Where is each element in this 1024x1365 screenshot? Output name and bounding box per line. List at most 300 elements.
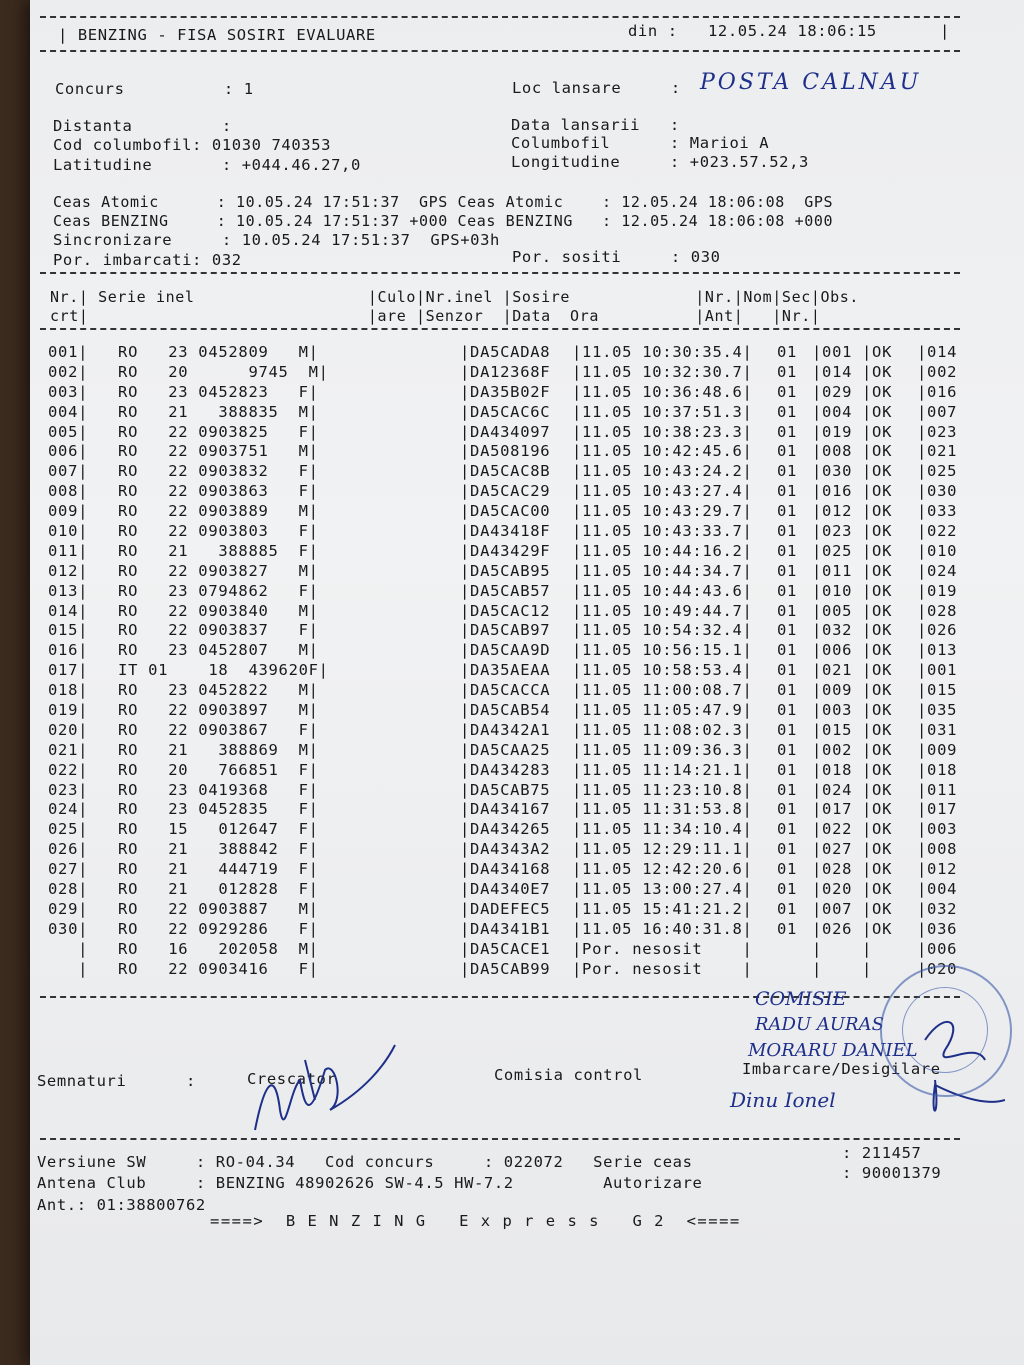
cell-nom: |002	[812, 740, 853, 759]
cell-ant	[777, 940, 812, 960]
cell-dt: |11.05 10:37:51.3|	[572, 402, 753, 421]
cell-dt: |11.05 10:30:35.4|	[572, 343, 753, 361]
cell-obs: |014	[917, 343, 958, 361]
cell-obs: |030	[917, 482, 958, 501]
cell-senzor: |DA5CAA25	[460, 740, 551, 759]
cell-serie: RO 22 0903863 F|	[108, 482, 319, 501]
cell-obs: |003	[917, 820, 958, 839]
cell-senzor: |DA434168	[460, 860, 551, 879]
cell-serie: RO 22 0903832 F|	[108, 462, 319, 481]
cell-sec: |OK	[862, 681, 893, 700]
cell-nom: |006	[812, 641, 853, 660]
cell-ant: 01	[777, 760, 798, 779]
table-row	[48, 602, 957, 622]
cell-dt: |11.05 10:43:33.7|	[572, 522, 753, 541]
cell-dt: |11.05 11:34:10.4|	[572, 820, 753, 839]
cell-ant: 01	[777, 899, 798, 918]
cell-serie: RO 21 388869 M|	[108, 740, 319, 759]
cell-nr: 020|	[48, 720, 89, 739]
cell-serie: RO 22 0903803 F|	[108, 522, 319, 541]
cell-senzor: |DA4341B1	[460, 919, 551, 938]
cell-serie: RO 22 0903897 M|	[108, 701, 319, 720]
cell-nr: 023|	[48, 780, 89, 799]
cell-nom: |005	[812, 601, 853, 620]
cell-dt: |11.05 10:32:30.7|	[572, 362, 753, 381]
cell-ant: 01	[777, 601, 798, 620]
cell-dt: |11.05 11:08:02.3|	[572, 720, 753, 739]
cell-nr: 007|	[48, 462, 89, 481]
cell-dt: |11.05 10:54:32.4|	[572, 621, 753, 640]
cell-sec: |OK	[862, 860, 893, 879]
cell-nr: 013|	[48, 581, 89, 600]
cell-serie: RO 22 0903867 F|	[108, 720, 319, 739]
table-row	[48, 343, 957, 363]
cell-nr: 022|	[48, 760, 89, 779]
cell-senzor: |DADEFEC5	[460, 899, 551, 918]
cell-dt: |11.05 10:38:23.3|	[572, 422, 753, 441]
cell-ant: 01	[777, 343, 798, 361]
cell-ant: 01	[777, 621, 798, 640]
table-row	[48, 582, 957, 602]
cell-ant: 01	[777, 422, 798, 441]
cell-dt: |11.05 10:42:45.6|	[572, 442, 753, 461]
cell-nom: |017	[812, 800, 853, 819]
cell-senzor: |DA434097	[460, 422, 551, 441]
club-stamp	[880, 965, 1012, 1097]
cell-obs: |019	[917, 581, 958, 600]
cell-dt: |11.05 13:00:27.4|	[572, 880, 753, 899]
loc-lansare-label: Loc lansare :	[512, 79, 681, 97]
cell-nr: 024|	[48, 800, 89, 819]
cell-nom: |024	[812, 780, 853, 799]
cell-obs: |023	[917, 422, 958, 441]
info-divider	[40, 272, 960, 274]
cell-senzor: |DA5CACE1	[460, 939, 551, 958]
cod-columbofil-line: Cod columbofil: 01030 740353	[53, 136, 332, 154]
cell-serie: RO 20 766851 F|	[108, 760, 319, 779]
cell-sec: |OK	[862, 800, 893, 819]
cell-serie: RO 22 0903416 F|	[108, 959, 319, 978]
cell-dt: |11.05 10:43:29.7|	[572, 502, 753, 521]
cell-obs: |004	[917, 880, 958, 899]
sincronizare-line: Sincronizare : 10.05.24 17:51:37 GPS+03h	[53, 231, 500, 249]
cell-ant	[777, 960, 812, 980]
table-row	[48, 900, 957, 920]
table-row	[48, 741, 957, 761]
table-row	[48, 880, 957, 900]
cell-obs: |015	[917, 681, 958, 700]
cell-obs: |007	[917, 402, 958, 421]
cell-obs: |008	[917, 840, 958, 859]
cell-ant: 01	[777, 641, 798, 660]
cell-senzor: |DA35AEAA	[460, 661, 551, 680]
distanta-line: Distanta :	[53, 117, 232, 135]
cell-dt: |11.05 11:23:10.8|	[572, 780, 753, 799]
ceas-benzing-line: Ceas BENZING : 10.05.24 17:51:37 +000 Ceas BENZING : 12.05.24 18:06:08 +000	[53, 212, 834, 230]
cell-serie: RO 20 9745 M|	[108, 362, 329, 381]
cell-obs: |018	[917, 760, 958, 779]
table-row	[48, 442, 957, 462]
cell-sec: |OK	[862, 502, 893, 521]
cell-nom: |021	[812, 661, 853, 680]
column-divider	[40, 328, 960, 330]
cell-obs: |009	[917, 740, 958, 759]
cell-nr: 017|	[48, 661, 89, 680]
cell-obs: |012	[917, 860, 958, 879]
cell-senzor: |DA4340E7	[460, 880, 551, 899]
cell-dt: |11.05 10:43:24.2|	[572, 462, 753, 481]
cell-obs: |028	[917, 601, 958, 620]
table-row	[48, 462, 957, 482]
cell-senzor: |DA43418F	[460, 522, 551, 541]
cell-sec: |OK	[862, 402, 893, 421]
cell-ant: 01	[777, 561, 798, 580]
crescator-signature	[245, 1040, 405, 1150]
cell-sec: |OK	[862, 362, 893, 381]
table-row	[48, 423, 957, 443]
cell-obs: |021	[917, 442, 958, 461]
table-row	[48, 383, 957, 403]
cell-senzor: |DA434167	[460, 800, 551, 819]
cell-serie: RO 23 0794862 F|	[108, 581, 319, 600]
cell-senzor: |DA5CAC12	[460, 601, 551, 620]
cell-nom: |028	[812, 860, 853, 879]
cell-nom: |010	[812, 581, 853, 600]
handwritten-member-3: Dinu Ionel	[730, 1088, 836, 1112]
cell-ant: 01	[777, 541, 798, 560]
cell-sec: |OK	[862, 641, 893, 660]
cell-serie: RO 23 0452807 M|	[108, 641, 319, 660]
column-header-line1: Nr.| Serie inel |Culo|Nr.inel |Sosire |Nr.|Nom|Sec|Obs.	[50, 288, 859, 306]
cell-serie: RO 15 012647 F|	[108, 820, 319, 839]
cell-sec: |	[862, 959, 893, 978]
data-lansarii-line: Data lansarii :	[511, 116, 680, 134]
cell-sec: |OK	[862, 701, 893, 720]
cell-nr: 011|	[48, 541, 89, 560]
cell-nr: 026|	[48, 840, 89, 859]
imbarcare-label: Imbarcare/Desigilare	[742, 1060, 941, 1078]
cell-senzor: |DA5CAA9D	[460, 641, 551, 660]
cell-serie: RO 21 388835 M|	[108, 402, 319, 421]
latitudine-line: Latitudine : +044.46.27,0	[53, 156, 361, 174]
cell-nr: 018|	[48, 681, 89, 700]
cell-obs: |002	[917, 362, 958, 381]
cell-sec: |OK	[862, 601, 893, 620]
cell-serie: RO 23 0452835 F|	[108, 800, 319, 819]
cell-ant: 01	[777, 362, 798, 381]
cell-nom: |025	[812, 541, 853, 560]
cell-obs: |013	[917, 641, 958, 660]
cell-sec: |OK	[862, 581, 893, 600]
cell-sec: |OK	[862, 561, 893, 580]
antena-line: Antena Club : BENZING 48902626 SW-4.5 HW-7.2 Autorizare	[37, 1174, 703, 1192]
cell-dt: |11.05 11:09:36.3|	[572, 740, 753, 759]
table-row	[48, 661, 957, 681]
cell-nr: 002|	[48, 362, 89, 381]
cell-senzor: |DA5CADA8	[460, 343, 551, 361]
cell-ant: 01	[777, 402, 798, 421]
cell-serie: RO 22 0903837 F|	[108, 621, 319, 640]
top-divider	[40, 16, 960, 18]
cell-obs: |036	[917, 919, 958, 938]
footer-divider	[40, 1138, 960, 1140]
cell-ant: 01	[777, 780, 798, 799]
cell-nr: 010|	[48, 522, 89, 541]
cell-dt: |11.05 15:41:21.2|	[572, 899, 753, 918]
document-title: | BENZING - FISA SOSIRI EVALUARE	[58, 26, 376, 44]
cell-sec: |OK	[862, 760, 893, 779]
header-divider	[40, 50, 960, 52]
cell-senzor: |DA5CAC00	[460, 502, 551, 521]
cell-sec: |OK	[862, 780, 893, 799]
cell-ant: 01	[777, 581, 798, 600]
cell-serie: RO 21 388885 F|	[108, 541, 319, 560]
loc-lansare-handwritten: POSTA CALNAU	[700, 70, 922, 95]
cell-ant: 01	[777, 462, 798, 481]
cell-sec: |OK	[862, 541, 893, 560]
cell-senzor: |DA5CAB57	[460, 581, 551, 600]
cell-dt: |Por. nesosit |	[572, 939, 753, 958]
cell-nr: |	[48, 959, 89, 978]
cell-ant: 01	[777, 701, 798, 720]
cell-sec: |OK	[862, 919, 893, 938]
cell-serie: RO 23 0419368 F|	[108, 780, 319, 799]
cell-sec: |OK	[862, 621, 893, 640]
cell-sec: |OK	[862, 462, 893, 481]
por-imbarcati-line: Por. imbarcati: 032	[53, 251, 242, 269]
cell-nr: 009|	[48, 502, 89, 521]
cell-nr: 030|	[48, 919, 89, 938]
table-row	[48, 840, 957, 860]
cell-nom: |030	[812, 462, 853, 481]
cell-senzor: |DA5CAB75	[460, 780, 551, 799]
cell-nom: |015	[812, 720, 853, 739]
cell-serie: RO 22 0903751 M|	[108, 442, 319, 461]
cell-nom: |012	[812, 502, 853, 521]
cell-dt: |11.05 10:44:43.6|	[572, 581, 753, 600]
handwritten-comisie: COMISIE	[755, 988, 847, 1010]
comisia-control-label: Comisia control	[494, 1066, 643, 1084]
cell-obs: |024	[917, 561, 958, 580]
cell-ant: 01	[777, 820, 798, 839]
cell-dt: |11.05 10:43:27.4|	[572, 482, 753, 501]
cell-senzor: |DA5CAB97	[460, 621, 551, 640]
cell-serie: RO 23 0452822 M|	[108, 681, 319, 700]
cell-nom: |026	[812, 919, 853, 938]
cell-nom: |019	[812, 422, 853, 441]
cell-serie: RO 22 0903840 M|	[108, 601, 319, 620]
table-row	[48, 960, 957, 980]
cell-ant: 01	[777, 880, 798, 899]
cell-obs: |006	[917, 939, 958, 958]
cell-nr: 019|	[48, 701, 89, 720]
cell-serie: RO 21 388842 F|	[108, 840, 319, 859]
table-row	[48, 403, 957, 423]
antenna-id-line: Ant.: 01:38800762	[37, 1196, 206, 1214]
cell-nr: 003|	[48, 382, 89, 401]
cell-senzor: |DA4342A1	[460, 720, 551, 739]
cell-nom: |008	[812, 442, 853, 461]
table-row	[48, 920, 957, 940]
cell-nom: |	[812, 959, 853, 978]
cell-nr: 008|	[48, 482, 89, 501]
cell-dt: |11.05 11:00:08.7|	[572, 681, 753, 700]
cell-sec: |OK	[862, 422, 893, 441]
cell-obs: |010	[917, 541, 958, 560]
cell-dt: |11.05 10:44:34.7|	[572, 561, 753, 580]
cell-serie: RO 22 0903887 M|	[108, 899, 319, 918]
serie-ceas-value: : 211457	[842, 1144, 922, 1162]
table-row	[48, 701, 957, 721]
header-right-bar: |	[940, 22, 950, 40]
cell-nom: |032	[812, 621, 853, 640]
arrivals-table	[48, 343, 957, 980]
cell-nr: 014|	[48, 601, 89, 620]
cell-senzor: |DA5CACCA	[460, 681, 551, 700]
cell-ant: 01	[777, 382, 798, 401]
cell-obs: |001	[917, 661, 958, 680]
cell-nom: |016	[812, 482, 853, 501]
cell-serie: RO 22 0903889 M|	[108, 502, 319, 521]
table-row	[48, 781, 957, 801]
cell-obs: |022	[917, 522, 958, 541]
cell-serie: RO 21 444719 F|	[108, 860, 319, 879]
cell-dt: |11.05 11:05:47.9|	[572, 701, 753, 720]
cell-sec: |OK	[862, 661, 893, 680]
table-row	[48, 482, 957, 502]
cell-sec: |OK	[862, 720, 893, 739]
table-row	[48, 721, 957, 741]
cell-nom: |023	[812, 522, 853, 541]
cell-serie: RO 22 0903827 M|	[108, 561, 319, 580]
cell-nr: 005|	[48, 422, 89, 441]
cell-serie: RO 16 202058 M|	[108, 939, 319, 958]
cell-dt: |11.05 11:31:53.8|	[572, 800, 753, 819]
cell-senzor: |DA4343A2	[460, 840, 551, 859]
cell-dt: |11.05 12:42:20.6|	[572, 860, 753, 879]
cell-ant: 01	[777, 502, 798, 521]
cell-nom: |014	[812, 362, 853, 381]
cell-ant: 01	[777, 860, 798, 879]
cell-sec: |OK	[862, 522, 893, 541]
concurs-line: Concurs : 1	[55, 80, 254, 98]
cell-dt: |11.05 10:49:44.7|	[572, 601, 753, 620]
cell-obs: |025	[917, 462, 958, 481]
table-row	[48, 800, 957, 820]
cell-senzor: |DA5CAB54	[460, 701, 551, 720]
cell-senzor: |DA5CAB99	[460, 959, 551, 978]
table-row	[48, 502, 957, 522]
cell-obs: |035	[917, 701, 958, 720]
cell-senzor: |DA508196	[460, 442, 551, 461]
table-row	[48, 522, 957, 542]
cell-serie: IT 01 18 439620F|	[108, 661, 329, 680]
autorizare-value: : 90001379	[842, 1164, 942, 1182]
table-row	[48, 940, 957, 960]
cell-senzor: |DA434265	[460, 820, 551, 839]
cell-senzor: |DA5CAC8B	[460, 462, 551, 481]
cell-nr: 004|	[48, 402, 89, 421]
cell-nom: |007	[812, 899, 853, 918]
cell-nr: 021|	[48, 740, 89, 759]
handwritten-member-2: MORARU DANIEL	[748, 1040, 918, 1061]
cell-dt: |Por. nesosit |	[572, 959, 753, 978]
cell-ant: 01	[777, 482, 798, 501]
cell-dt: |11.05 10:56:15.1|	[572, 641, 753, 660]
table-row	[48, 820, 957, 840]
table-row	[48, 542, 957, 562]
cell-ant: 01	[777, 740, 798, 759]
cell-senzor: |DA5CAC29	[460, 482, 551, 501]
cell-nr: 001|	[48, 343, 89, 361]
cell-ant: 01	[777, 919, 798, 938]
semnaturi-label: Semnaturi :	[37, 1072, 196, 1090]
cell-nr: 016|	[48, 641, 89, 660]
cell-serie: RO 23 0452823 F|	[108, 382, 319, 401]
cell-ant: 01	[777, 800, 798, 819]
table-row	[48, 363, 957, 383]
cell-nr: 029|	[48, 899, 89, 918]
cell-nr: 028|	[48, 880, 89, 899]
cell-nom: |001	[812, 343, 853, 361]
cell-dt: |11.05 10:36:48.6|	[572, 382, 753, 401]
table-row	[48, 681, 957, 701]
table-row	[48, 621, 957, 641]
cell-nom: |027	[812, 840, 853, 859]
print-date: 12.05.24 18:06:15	[708, 22, 877, 40]
cell-serie: RO 21 012828 F|	[108, 880, 319, 899]
cell-sec: |OK	[862, 442, 893, 461]
cell-nom: |011	[812, 561, 853, 580]
cell-nom: |022	[812, 820, 853, 839]
cell-senzor: |DA12368F	[460, 362, 551, 381]
cell-obs: |032	[917, 899, 958, 918]
cell-nom: |029	[812, 382, 853, 401]
cell-senzor: |DA5CAB95	[460, 561, 551, 580]
cell-nr: 027|	[48, 860, 89, 879]
cell-ant: 01	[777, 720, 798, 739]
cell-obs: |016	[917, 382, 958, 401]
cell-sec: |OK	[862, 382, 893, 401]
columbofil-line: Columbofil : Marioi A	[511, 134, 770, 152]
cell-serie: RO 23 0452809 M|	[108, 343, 319, 361]
cell-nr: 012|	[48, 561, 89, 580]
cell-obs: |020	[917, 959, 958, 978]
cell-obs: |011	[917, 780, 958, 799]
cell-senzor: |DA434283	[460, 760, 551, 779]
cell-ant: 01	[777, 681, 798, 700]
benzing-express-footer: ====> B E N Z I N G E x p r e s s G 2 <====	[210, 1212, 741, 1230]
column-header-line2: crt| |are |Senzor |Data Ora |Ant| |Nr.|	[50, 307, 821, 325]
versiune-line: Versiune SW : RO-04.34 Cod concurs : 022072 Serie ceas	[37, 1153, 693, 1171]
cell-dt: |11.05 16:40:31.8|	[572, 919, 753, 938]
handwritten-member-1: RADU AURAS	[755, 1014, 884, 1035]
cell-obs: |033	[917, 502, 958, 521]
cell-senzor: |DA43429F	[460, 541, 551, 560]
table-row	[48, 641, 957, 661]
table-row	[48, 562, 957, 582]
cell-nom: |018	[812, 760, 853, 779]
cell-sec: |OK	[862, 820, 893, 839]
cell-sec: |	[862, 939, 893, 958]
cell-senzor: |DA35B02F	[460, 382, 551, 401]
cell-ant: 01	[777, 522, 798, 541]
cell-ant: 01	[777, 840, 798, 859]
cell-dt: |11.05 12:29:11.1|	[572, 840, 753, 859]
cell-serie: RO 22 0929286 F|	[108, 919, 319, 938]
cell-sec: |OK	[862, 880, 893, 899]
cell-nom: |	[812, 939, 853, 958]
